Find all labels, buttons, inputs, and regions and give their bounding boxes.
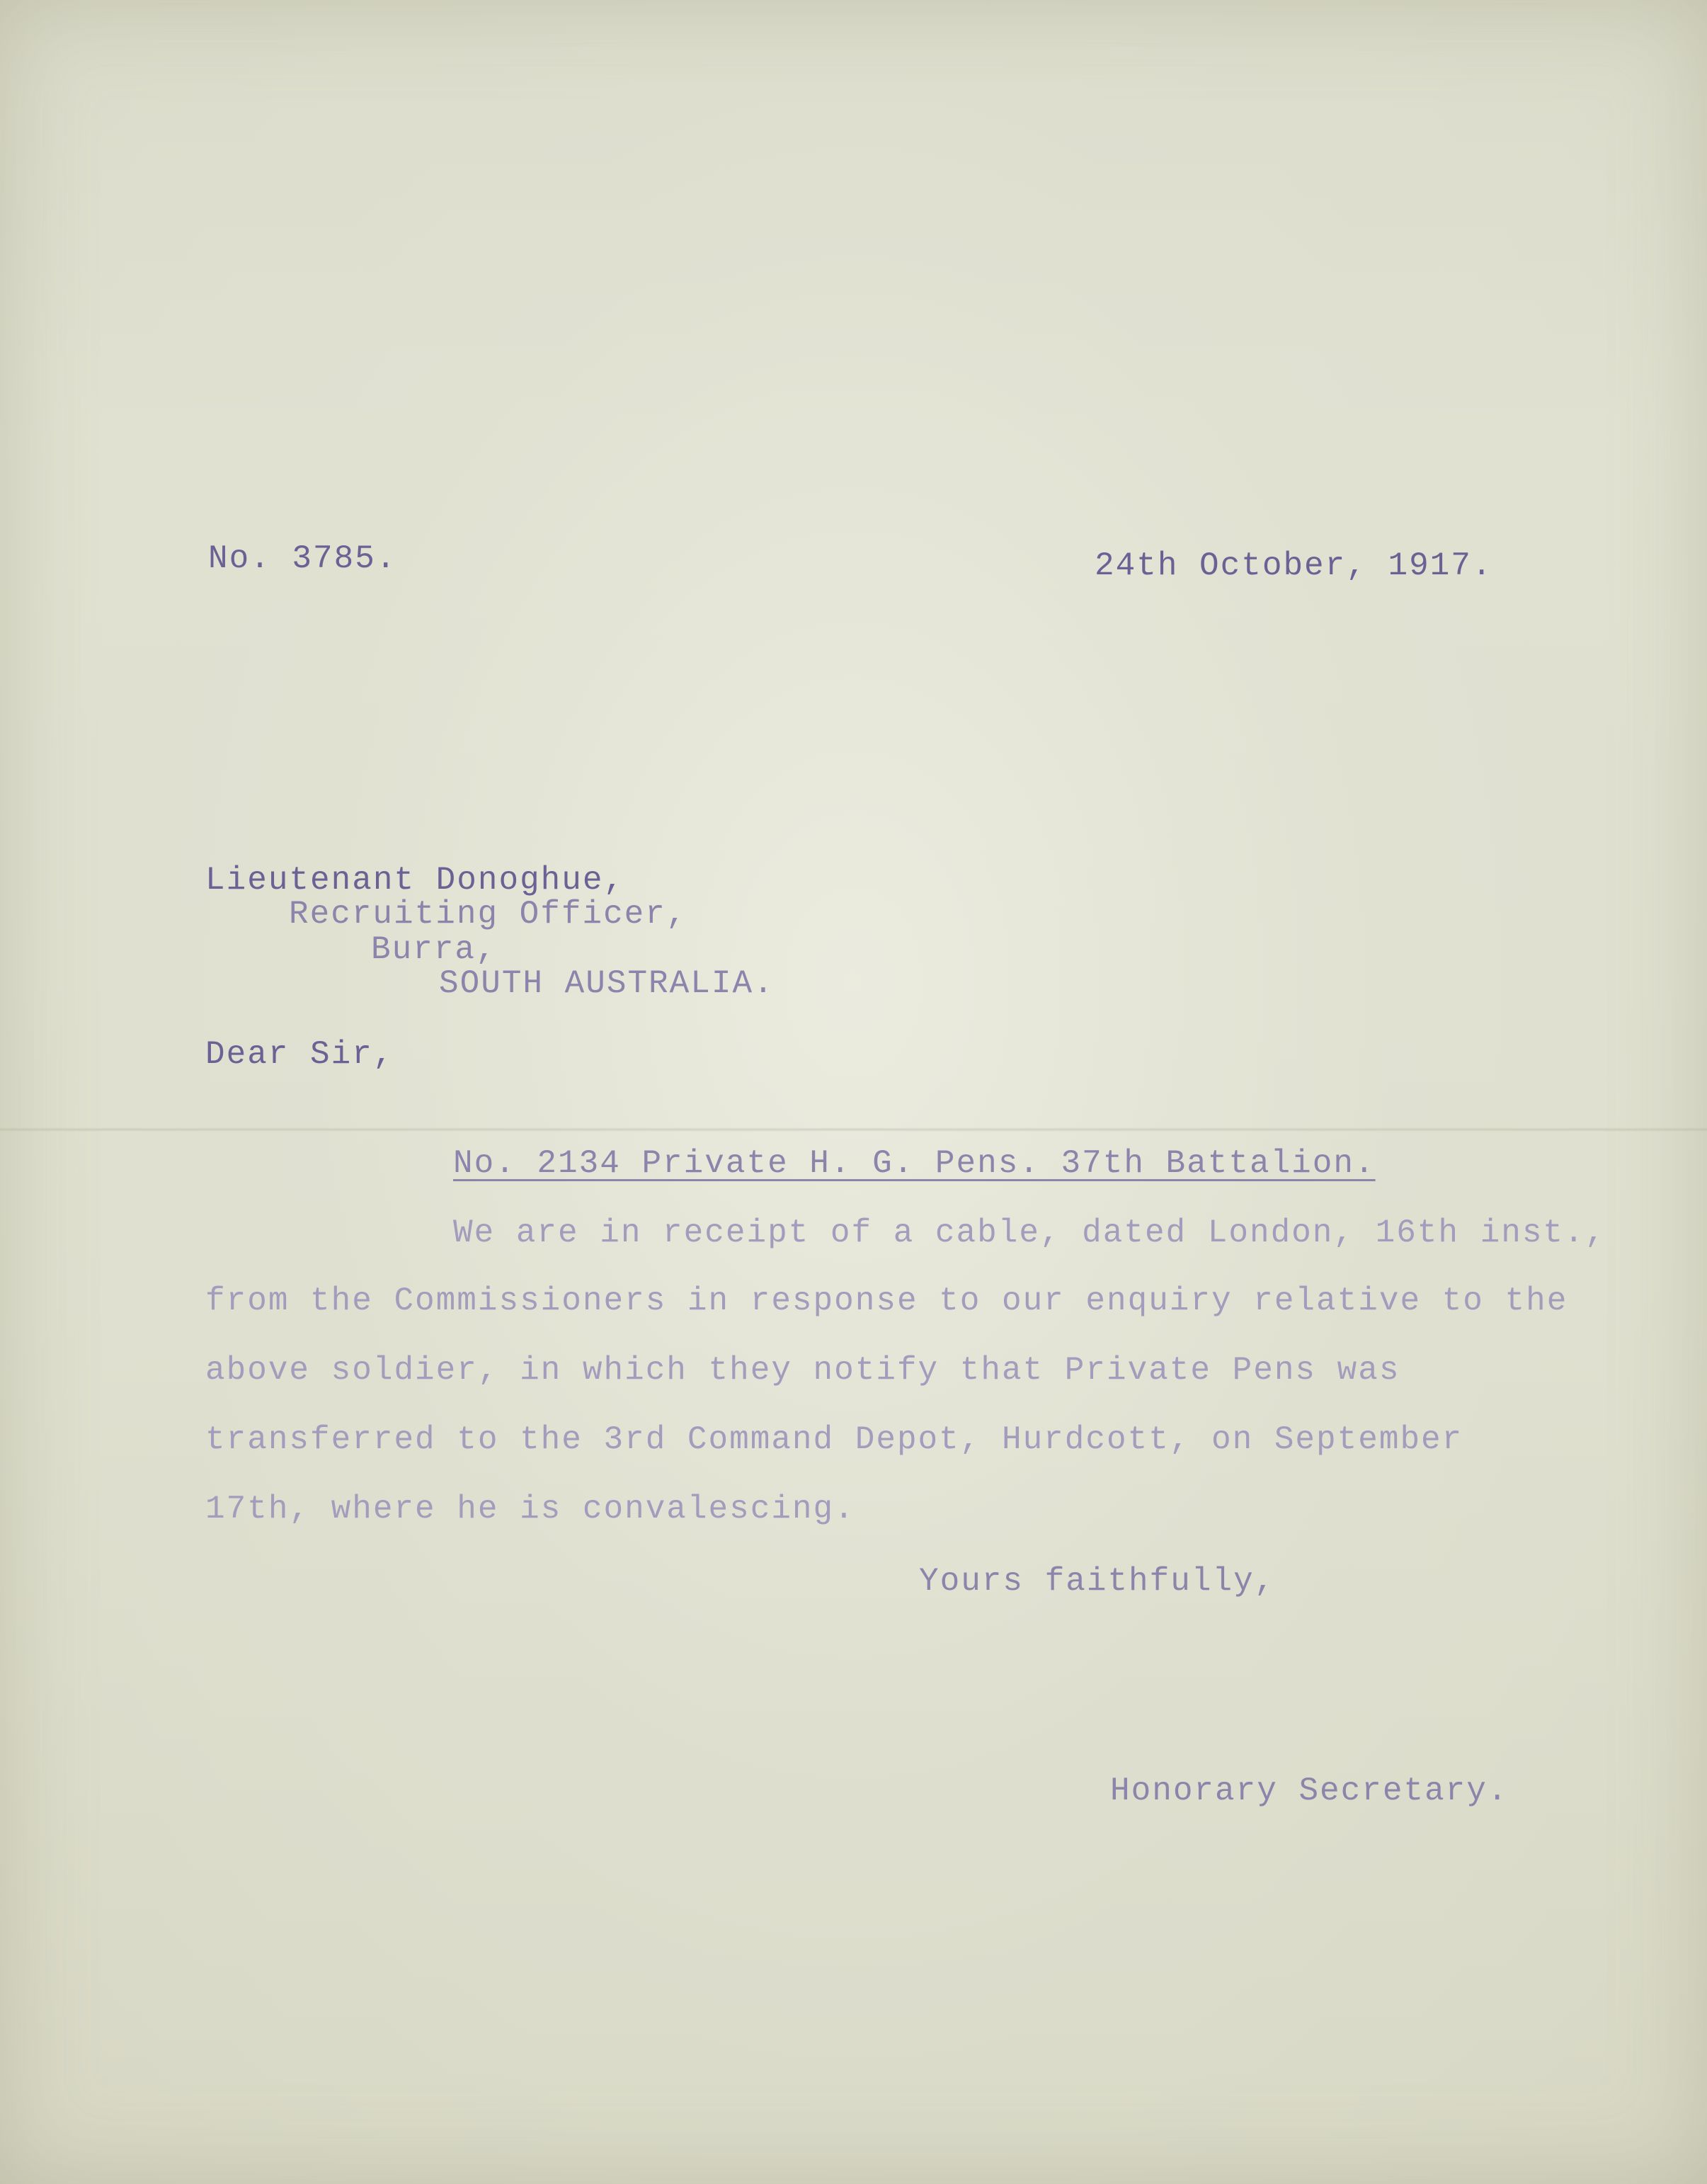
recipient-country: SOUTH AUSTRALIA.	[439, 965, 775, 1002]
salutation: Dear Sir,	[205, 1036, 394, 1073]
closing: Yours faithfully,	[919, 1563, 1276, 1600]
body-line-4: transferred to the 3rd Command Depot, Hurdcott, on September	[205, 1421, 1463, 1458]
paper-fold-line	[0, 1127, 1707, 1132]
subject-line: No. 2134 Private H. G. Pens. 37th Battalion.	[453, 1145, 1376, 1182]
body-line-5: 17th, where he is convalescing.	[205, 1491, 855, 1528]
letter-date: 24th October, 1917.	[1095, 547, 1493, 584]
signatory-title: Honorary Secretary.	[1110, 1773, 1509, 1809]
recipient-town: Burra,	[371, 931, 497, 968]
recipient-name: Lieutenant Donoghue,	[205, 862, 625, 899]
body-line-3: above soldier, in which they notify that Private Pens was	[205, 1352, 1400, 1389]
body-line-2: from the Commissioners in response to our enquiry relative to the	[205, 1282, 1568, 1319]
body-line-1: We are in receipt of a cable, dated London, 16th inst.,	[453, 1215, 1606, 1251]
reference-number: No. 3785.	[208, 540, 397, 577]
recipient-title: Recruiting Officer,	[289, 896, 687, 933]
